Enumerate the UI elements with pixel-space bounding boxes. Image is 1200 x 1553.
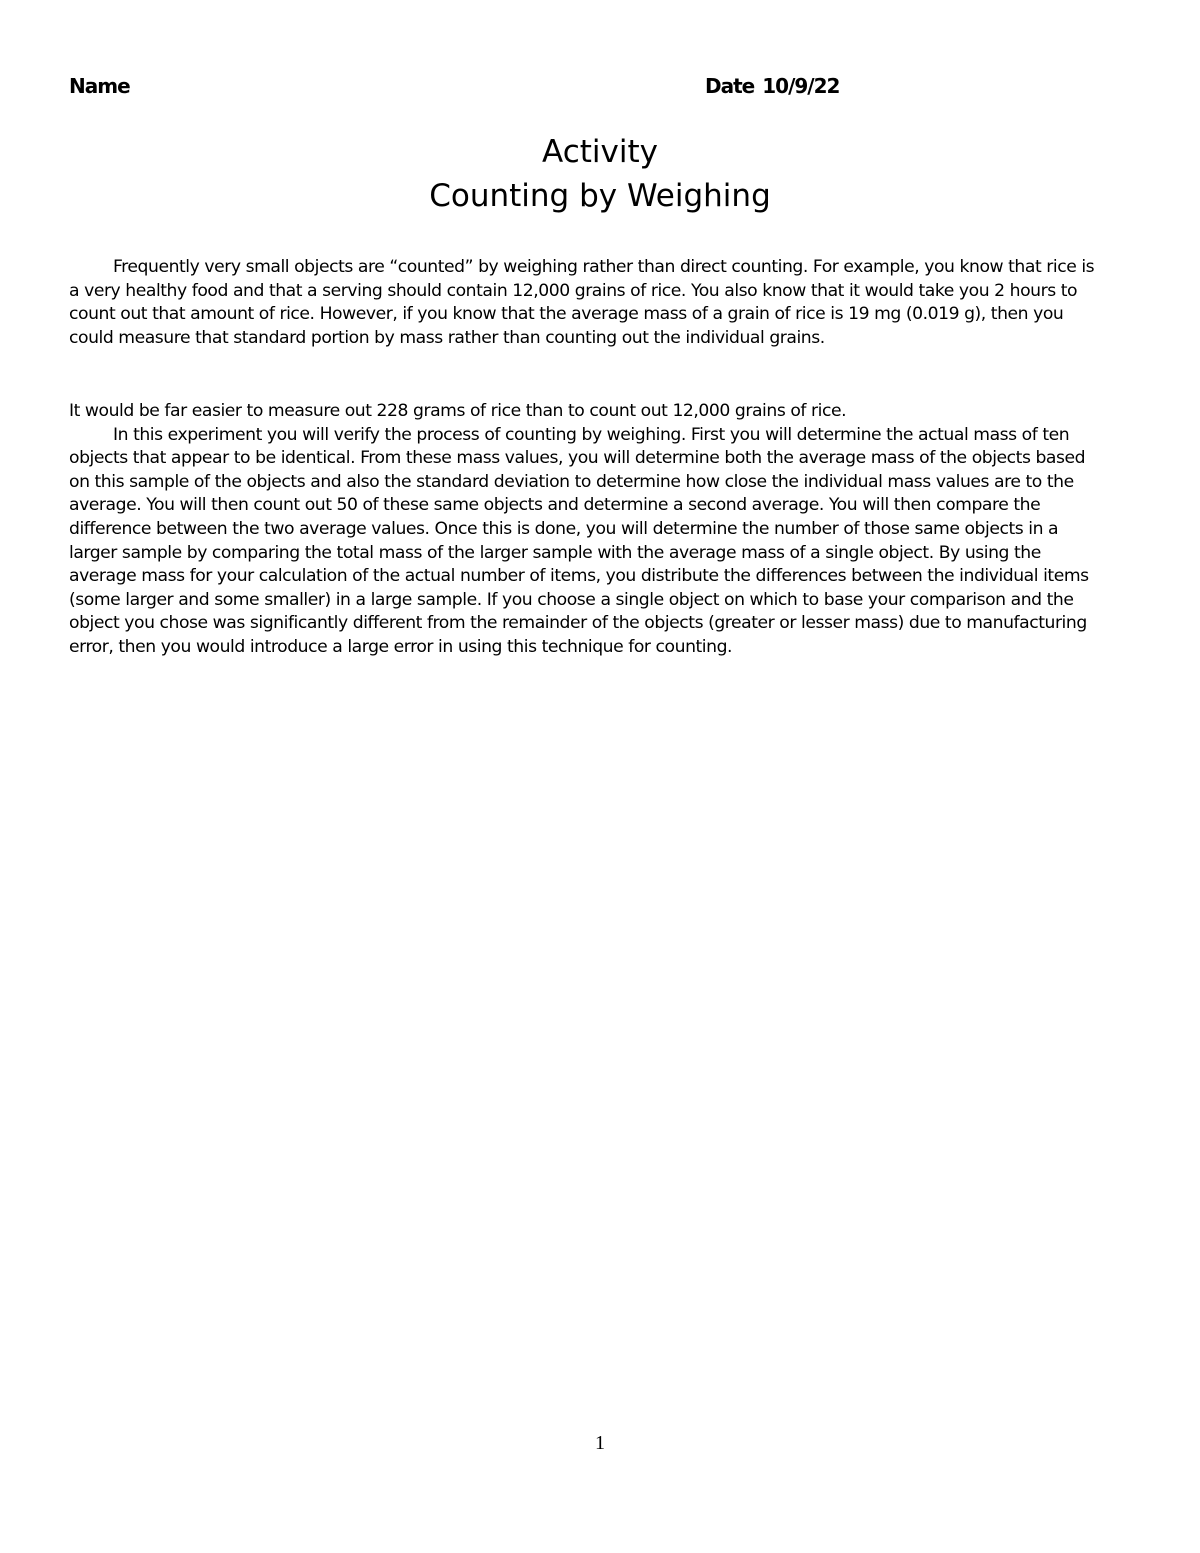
title-counting-by-weighing: Counting by Weighing [429, 178, 771, 214]
header-row [69, 74, 1129, 102]
name-label: Name [69, 74, 130, 98]
paragraph-line: (some larger and some smaller) in a large sample. If you choose a single object on which to base your comparison and the [69, 589, 1074, 610]
paragraph-line: It would be far easier to measure out 228 grams of rice than to count out 12,000 grains of rice. [69, 401, 847, 421]
paragraph-experiment [69, 400, 1131, 660]
document-title [0, 130, 1200, 218]
paragraph-line: average mass for your calculation of the actual number of items, you distribute the differences between the individual items [69, 566, 1089, 587]
paragraph-line: could measure that standard portion by mass rather than counting out the individual grains. [69, 327, 825, 348]
date-field [705, 74, 839, 98]
paragraph-line: count out that amount of rice. However, if you know that the average mass of a grain of rice is 19 mg (0.019 g), then you [69, 304, 1064, 325]
paragraph-line: In this experiment you will verify the process of counting by weighing. First you will determine the actual mass of ten [113, 424, 1070, 445]
paragraph-line: difference between the two average values. Once this is done, you will determine the number of those same objects in a [69, 518, 1059, 539]
paragraph-line: a very healthy food and that a serving should contain 12,000 grains of rice. You also know that it would take you 2 hours to [69, 280, 1078, 301]
paragraph-line: objects that appear to be identical. From these mass values, you will determine both the average mass of the objects based [69, 448, 1086, 469]
paragraph-line: on this sample of the objects and also the standard deviation to determine how close the individual mass values are to the [69, 471, 1074, 492]
paragraph-line: larger sample by comparing the total mass of the larger sample with the average mass of a single object. By using the [69, 542, 1041, 563]
date-value: 10/9/22 [762, 74, 840, 98]
page-number: 1 [595, 1432, 605, 1454]
title-activity: Activity [542, 134, 658, 170]
paragraph-line: average. You will then count out 50 of these same objects and determine a second average. You will then compare the [69, 495, 1041, 516]
paragraph-line: error, then you would introduce a large error in using this technique for counting. [69, 636, 733, 657]
paragraph-line: Frequently very small objects are “counted” by weighing rather than direct counting. For example, you know that rice is [113, 257, 1095, 277]
date-label: Date [705, 74, 755, 98]
paragraph-line: object you chose was significantly different from the remainder of the objects (greater or lesser mass) due to manufacturing [69, 613, 1087, 634]
paragraph-introduction [69, 256, 1131, 350]
